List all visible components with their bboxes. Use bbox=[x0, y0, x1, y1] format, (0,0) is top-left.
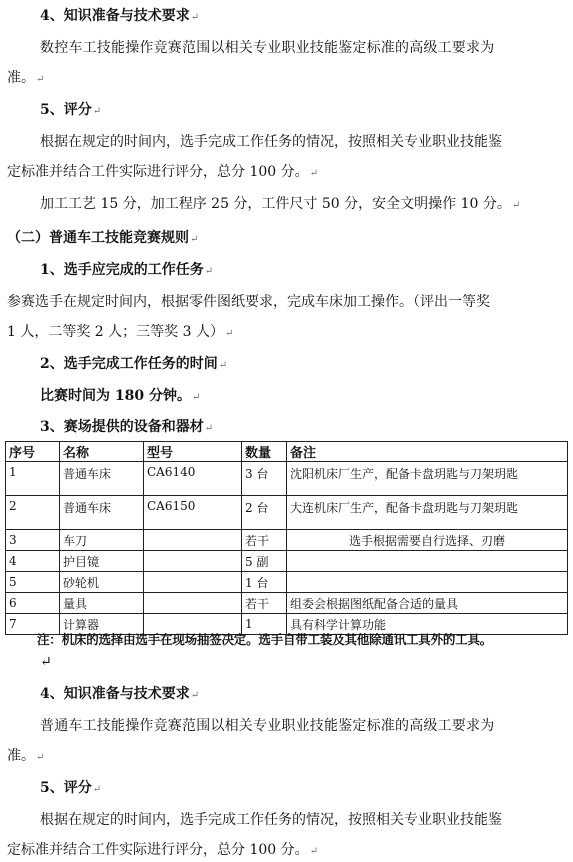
paragraph-text: 数控车工技能操作竞赛范围以相关专业职业技能鉴定标准的高级工要求为 bbox=[40, 40, 495, 56]
paragraph-mark: ↵ bbox=[218, 360, 228, 371]
table-cell: 沈阳机床厂生产，配备卡盘玥匙与刀架玥匙 bbox=[287, 462, 568, 496]
paragraph-text: 1 人，二等奖 2 人；三等奖 3 人）↵ bbox=[7, 324, 234, 340]
paragraph-mark: ↵ bbox=[204, 266, 214, 277]
table-header-cell: 序号 bbox=[6, 442, 60, 462]
table-cell bbox=[144, 530, 242, 551]
paragraph-mark: ↵ bbox=[309, 168, 319, 179]
table-cell: 普通车床 bbox=[60, 462, 144, 496]
paragraph-mark: ↵ bbox=[190, 690, 200, 701]
table-cell: 3 bbox=[6, 530, 60, 551]
paragraph-mark: ↵ bbox=[309, 846, 319, 857]
table-cell: 具有科学计算功能 bbox=[287, 614, 568, 635]
table-cell: 5 副 bbox=[242, 551, 287, 572]
table-cell: 1 bbox=[242, 614, 287, 635]
paragraph-text: 加工工艺 15 分，加工程序 25 分，工件尺寸 50 分，安全文明操作 10 分。↵ bbox=[40, 196, 521, 212]
table-cell: 护目镜 bbox=[60, 551, 144, 572]
paragraph-text: 比赛时间为 180 分钟。↵ bbox=[40, 388, 201, 404]
table-cell: 若干 bbox=[242, 593, 287, 614]
table-cell: 大连机床厂生产，配备卡盘玥匙与刀架玥匙 bbox=[287, 496, 568, 530]
paragraph-text: 定标准并结合工件实际进行评分，总分 100 分。↵ bbox=[7, 842, 319, 858]
table-cell: 计算器 bbox=[60, 614, 144, 635]
heading-knowledge: 4、知识准备与技术要求↵ bbox=[40, 686, 200, 702]
table-cell: 1 bbox=[6, 462, 60, 496]
paragraph-mark: ↵ bbox=[511, 200, 521, 211]
heading-time: 2、选手完成工作任务的时间↵ bbox=[40, 356, 228, 372]
table-cell: 普通车床 bbox=[60, 496, 144, 530]
table-cell: 组委会根据图纸配备合适的量具 bbox=[287, 593, 568, 614]
paragraph-mark: ↵ bbox=[36, 74, 45, 85]
paragraph-mark: ↵ bbox=[191, 392, 201, 403]
table-row bbox=[6, 530, 568, 551]
table-row bbox=[6, 462, 568, 496]
table-header-row bbox=[6, 442, 568, 462]
table-cell: 3 台 bbox=[242, 462, 287, 496]
heading-tasks: 1、选手应完成的工作任务↵ bbox=[40, 262, 214, 278]
table-row bbox=[6, 496, 568, 530]
paragraph-mark: ↵ bbox=[92, 106, 102, 117]
table-note: 注：机床的选择由选手在现场抽签决定。选手自带工装及其他除通讯工具外的工具。 bbox=[37, 632, 493, 647]
table-header-cell: 名称 bbox=[60, 442, 144, 462]
table-cell: 4 bbox=[6, 551, 60, 572]
paragraph-text: 准。↵ bbox=[7, 748, 45, 764]
table-cell: 1 台 bbox=[242, 572, 287, 593]
heading-scoring: 5、评分↵ bbox=[40, 780, 102, 796]
table-cell: 选手根据需要自行选择、刃磨 bbox=[287, 530, 568, 551]
paragraph-text: 参赛选手在规定时间内，根据零件图纸要求，完成车床加工操作。（评出一等奖 bbox=[7, 294, 490, 310]
paragraph-text: 普通车工技能操作竞赛范围以相关专业职业技能鉴定标准的高级工要求为 bbox=[40, 718, 495, 734]
table-cell: 车刀 bbox=[60, 530, 144, 551]
table-cell: 5 bbox=[6, 572, 60, 593]
heading-knowledge: 4、知识准备与技术要求↵ bbox=[40, 8, 200, 24]
heading-scoring: 5、评分↵ bbox=[40, 102, 102, 118]
table-row bbox=[6, 572, 568, 593]
paragraph-text: 定标准并结合工件实际进行评分，总分 100 分。↵ bbox=[7, 164, 319, 180]
paragraph-mark: ↵ bbox=[40, 654, 52, 670]
table-cell: 2 台 bbox=[242, 496, 287, 530]
table-cell bbox=[144, 551, 242, 572]
table-cell: CA6140 bbox=[144, 462, 242, 496]
table-header-cell: 备注 bbox=[287, 442, 568, 462]
table-cell bbox=[287, 551, 568, 572]
equipment-table bbox=[5, 441, 568, 635]
paragraph-mark: ↵ bbox=[204, 423, 214, 434]
paragraph-text: 准。↵ bbox=[7, 70, 45, 86]
table-row bbox=[6, 593, 568, 614]
table-cell: 6 bbox=[6, 593, 60, 614]
table-cell: 2 bbox=[6, 496, 60, 530]
table-cell: 7 bbox=[6, 614, 60, 635]
paragraph-mark: ↵ bbox=[224, 328, 234, 339]
table-cell: 若干 bbox=[242, 530, 287, 551]
table-cell bbox=[144, 572, 242, 593]
section-title: （二）普通车工技能竞赛规则↵ bbox=[7, 230, 199, 246]
table-cell: 量具 bbox=[60, 593, 144, 614]
paragraph-text: 根据在规定的时间内，选手完成工作任务的情况，按照相关专业职业技能鉴 bbox=[40, 812, 502, 828]
table-cell: 砂轮机 bbox=[60, 572, 144, 593]
table-cell: CA6150 bbox=[144, 496, 242, 530]
paragraph-mark: ↵ bbox=[190, 12, 200, 23]
table-row bbox=[6, 551, 568, 572]
table-cell bbox=[287, 572, 568, 593]
table-header-cell: 数量 bbox=[242, 442, 287, 462]
table-cell bbox=[144, 593, 242, 614]
table-header-cell: 型号 bbox=[144, 442, 242, 462]
paragraph-mark: ↵ bbox=[36, 752, 45, 763]
paragraph-text: 根据在规定的时间内，选手完成工作任务的情况，按照相关专业职业技能鉴 bbox=[40, 134, 502, 150]
paragraph-mark: ↵ bbox=[190, 234, 199, 245]
heading-equipment: 3、赛场提供的设备和器材↵ bbox=[40, 419, 214, 435]
paragraph-mark: ↵ bbox=[92, 784, 102, 795]
